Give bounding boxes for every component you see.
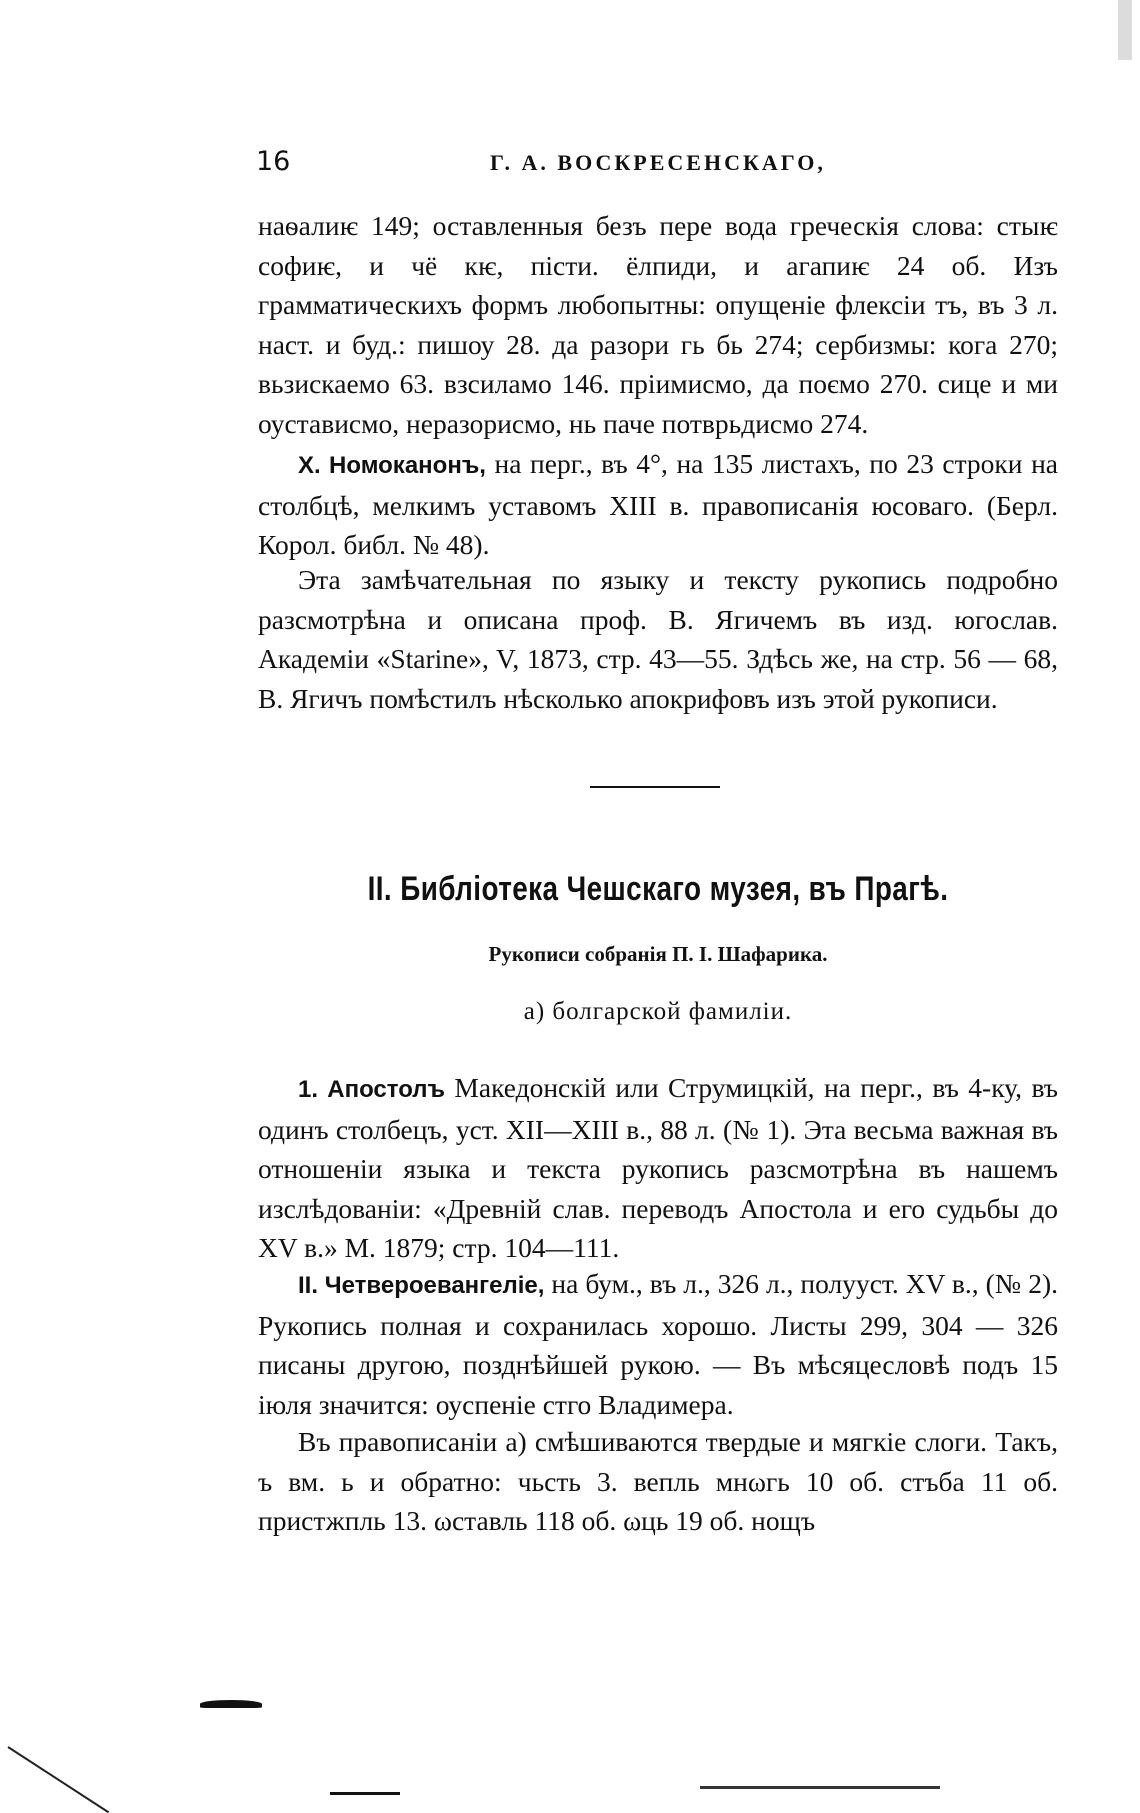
family-heading: а) болгарской фамиліи. [523,998,793,1025]
paragraph-text: наѳалиѥ 149; оставленныя безъ пере вода греческія слова: стыѥ софиѥ, и чё кѥ, пісти. ёлпиди, и агапиѥ 24 об. Изъ грамматическихъ формъ любопытны: опущеніе флексіи тъ, въ 3 л. наст. и буд.: пишоу 28. да разори гь бь 274; сербизмы: кога 270; вьзискаемо 63. взсиламо 146. пріимисмо, да поємо 270. сице и ми оустависмо, неразорисмо, нь паче потврьдисмо 274. [258,210,1058,439]
paragraph-text: Въ правописаніи а) смѣшиваются твердые и мягкіе слоги. Такъ, ъ вм. ь и обратно: чьсть 3. вепль мнωгь 10 об. стъба 11 об. пристжпль 13. ωставль 118 об. ωць 19 об. нощъ [258,1426,1058,1536]
scan-artifact [7,1746,109,1813]
paragraph-text: Эта замѣчательная по языку и тексту рукопись подробно разсмотрѣна и описана проф. В. Ягичемъ въ изд. югослав. Академіи «Starine», V, 1873, стр. 43—55. Здѣсь же, на стр. 56 — 68, В. Ягичъ помѣстилъ нѣсколько апокрифовъ изъ этой рукописи. [258,564,1058,714]
entry-lead: Х. Номоканонъ, [298,452,486,479]
section-subtitle: Рукописи собранія П. І. Шафарика. [488,942,828,966]
scan-artifact [200,1700,262,1708]
section-title: II. Библіотека Чешскаго музея, въ Прагѣ. [367,870,949,908]
paragraph-nomokanon [258,444,1058,565]
entry-text: Македонскій или Струмицкій, на перг., въ 4-ку, въ одинъ столбецъ, уст. XII—XIII в., 88 л. (№ 1). Эта весьма важная въ отношеніи языка и текста рукопись разсмотрѣна въ нашемъ изслѣдованіи: «Древній слав. переводъ Апостола и его судьбы до XV в.» М. 1879; стр. 104—111. [258,1072,1058,1263]
scan-artifact [330,1792,400,1795]
paragraph-continuation [258,206,1058,443]
scan-artifact [1118,0,1132,60]
running-head: Г. А. ВОСКРЕСЕНСКАГО, [490,150,826,175]
entry-text: на перг., въ 4°, на 135 листахъ, по 23 строки на столбцѣ, мелкимъ уставомъ XIII в. правописанія юсоваго. (Берл. Корол. библ. № 48). [258,448,1058,560]
page-number: 16 [256,146,291,177]
entry-gospel [258,1264,1058,1424]
entry-apostol [258,1068,1058,1268]
page-header [250,146,1060,182]
entry-lead: II. Четвероевангеліе, [298,1272,545,1299]
paragraph-jagic [258,560,1058,718]
paragraph-orthography [258,1422,1058,1541]
entry-lead: 1. Апостолъ [298,1076,445,1103]
scan-artifact [700,1786,940,1789]
entry-text: на бум., въ л., 326 л., полууст. XV в., (№ 2). Рукопись полная и сохранилась хорошо. Листы 299, 304 — 326 писаны другою, позднѣйшей рукою. — Въ мѣсяцесловѣ подъ 15 іюля значится: оуспеніе стго Владимера. [258,1268,1058,1420]
section-divider [590,786,720,788]
